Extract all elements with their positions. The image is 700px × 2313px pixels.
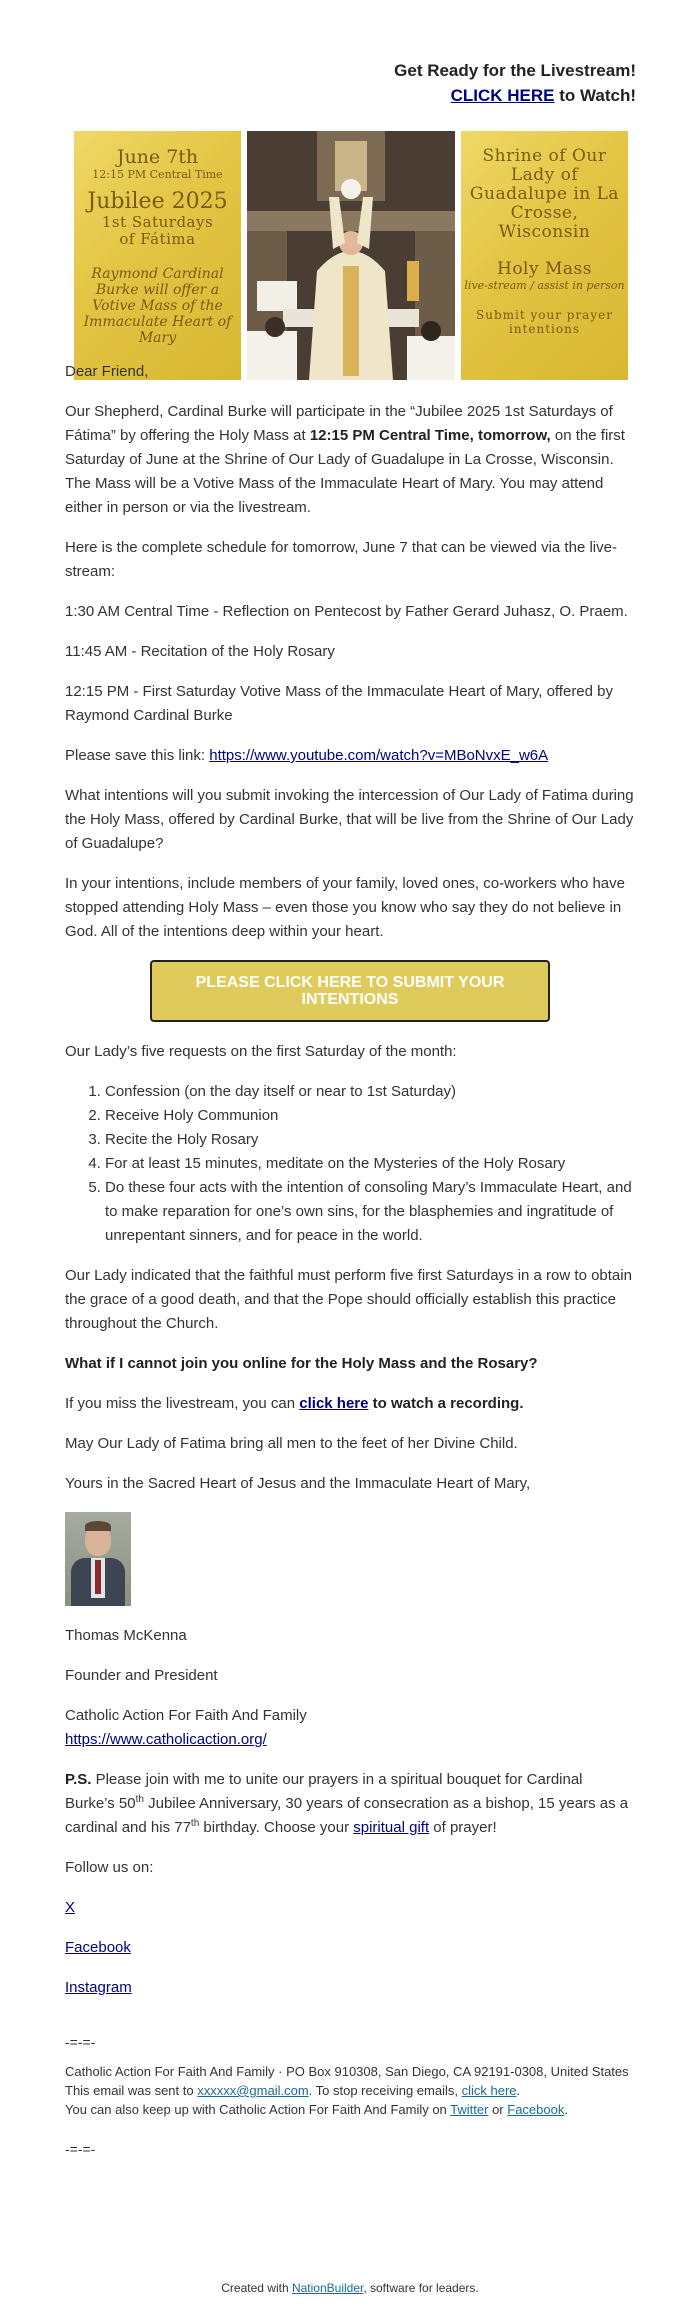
ps-text: birthday. Choose your — [199, 1819, 354, 1836]
intentions-question: What intentions will you submit invoking the intercession of Our Lady of Fatima during the Holy Mass, offered by Cardinal Burke, that will be live from the Shrine of Our Lady of Guadalupe? — [65, 787, 634, 852]
ps-paragraph — [65, 1768, 635, 1840]
save-link-paragraph — [65, 744, 635, 768]
banner-title: Jubilee 2025 — [87, 189, 228, 214]
banner-date: June 7th — [116, 146, 199, 168]
sent-text: . — [516, 2083, 521, 2098]
intro-time: 12:15 PM Central Time, tomorrow, — [309, 427, 551, 444]
ps-text: Jubilee Anniversary, 30 years of consecration as a bishop, 15 years as a cardinal and his 77 — [65, 1795, 629, 1836]
banner-sub2: of Fátima — [119, 230, 196, 248]
sent-text: . To stop receiving emails, — [308, 2083, 462, 2098]
footer-address: Catholic Action For Faith And Family · PO Box 910308, San Diego, CA 92191-0308, United States — [65, 2064, 629, 2079]
priest-elevation-illustration — [247, 131, 455, 380]
facebook-link[interactable]: Facebook — [65, 1939, 131, 1956]
credit-footer — [0, 2281, 700, 2295]
closing-line: Yours in the Sacred Heart of Jesus and the Immaculate Heart of Mary, — [65, 1475, 531, 1492]
request-item: 3. Recite the Holy Rosary — [105, 1128, 635, 1152]
ps-text: of prayer! — [429, 1819, 497, 1836]
footer-facebook-link[interactable]: Facebook — [507, 2102, 565, 2117]
request-item: 2. Receive Holy Communion — [105, 1104, 635, 1128]
separator: -=-=- — [65, 2034, 96, 2050]
schedule-item: 11:45 AM - Recitation of the Holy Rosary — [65, 643, 335, 660]
social-x — [65, 1896, 635, 1920]
banner-time: 12:15 PM Central Time — [92, 168, 223, 181]
recording-question — [65, 1352, 635, 1376]
banner-mass: Holy Mass — [497, 259, 592, 279]
recording-text-a: If you miss the livestream, you can — [65, 1395, 300, 1412]
livestream-header — [394, 58, 636, 108]
submit-intentions-button[interactable]: PLEASE CLICK HERE TO SUBMIT YOUR INTENTIONS — [150, 960, 550, 1022]
separator: -=-=- — [65, 2141, 96, 2157]
intro-text-a: Our Shepherd, Cardinal Burke will participate in the “Jubilee 2025 1st Saturdays of Fátima” by offering the Holy Mass at — [65, 403, 613, 444]
save-text: Please save this link: — [65, 747, 210, 764]
watch-link[interactable]: CLICK HERE — [450, 86, 555, 105]
social-facebook — [65, 1936, 635, 1960]
credit-text: , software for leaders. — [363, 2281, 479, 2295]
ps-label: P.S. — [65, 1771, 92, 1788]
banner-mass-sub: live-stream / assist in person — [464, 279, 625, 292]
first-saturdays-paragraph: Our Lady indicated that the faithful must perform five first Saturdays in a row to obtain the grace of a good death, and that the Pope should officially establish this practice throughout the Church. — [65, 1267, 632, 1332]
x-link[interactable]: X — [65, 1899, 76, 1916]
greeting: Dear Friend, — [65, 363, 149, 380]
keep-text: You can also keep up with Catholic Action For Faith And Family on — [65, 2102, 451, 2117]
spiritual-gift-link[interactable]: spiritual gift — [353, 1819, 430, 1836]
request-item: 4. For at least 15 minutes, meditate on the Mysteries of the Holy Rosary — [105, 1152, 635, 1176]
banner-image[interactable] — [74, 131, 628, 380]
schedule-intro: Here is the complete schedule for tomorrow, June 7 that can be viewed via the live-stream: — [65, 539, 617, 580]
banner-text: Raymond Cardinal Burke will offer a Votive Mass of the Immaculate Heart of Mary — [83, 266, 232, 346]
org-name: Catholic Action For Faith And Family — [65, 1707, 307, 1724]
recording-paragraph — [65, 1392, 635, 1416]
requests-list — [65, 1080, 635, 1248]
keep-text: . — [564, 2102, 568, 2117]
request-item: 5. Do these four acts with the intention of consoling Mary’s Immaculate Heart, and to make reparation for one’s own sins, for the blasphemies and ingratitude of unrepentant sinners, and for peace in the world. — [105, 1176, 635, 1248]
recording-text-b: to watch a recording. — [368, 1395, 524, 1412]
unsubscribe-link[interactable]: click here — [461, 2083, 517, 2098]
nationbuilder-link[interactable]: NationBuilder — [291, 2281, 364, 2295]
credit-text: Created with — [221, 2281, 292, 2295]
sent-text: This email was sent to — [65, 2083, 198, 2098]
footer-sent-to — [65, 2081, 635, 2100]
banner-right-panel — [461, 131, 628, 380]
intro-paragraph — [65, 400, 635, 520]
banner-sub1: 1st Saturdays — [101, 213, 214, 231]
follow-label: Follow us on: — [65, 1859, 154, 1876]
avatar — [65, 1512, 131, 1606]
signature-role: Founder and President — [65, 1667, 218, 1684]
banner-shrine: Shrine of Our Lady of Guadalupe in La Crosse, Wisconsin — [469, 146, 620, 242]
recording-question-text: What if I cannot join you online for the Holy Mass and the Rosary? — [65, 1355, 538, 1372]
header-line: Get Ready for the Livestream! — [394, 61, 636, 80]
header-cta — [394, 83, 636, 108]
intentions-guidance: In your intentions, include members of your family, loved ones, co-workers who have stopped attending Holy Mass – even those you know who say they do not believe in God. All of the intentions deep within your heart. — [65, 875, 625, 940]
ps-text: Please join with me to unite our prayers in a spiritual bouquet for Cardinal Burke’s 50 — [65, 1771, 583, 1812]
org-website-link[interactable]: https://www.catholicaction.org/ — [65, 1731, 267, 1748]
recipient-email-link[interactable]: xxxxxx@gmail.com — [197, 2083, 309, 2098]
request-item: 1. Confession (on the day itself or near to 1st Saturday) — [105, 1080, 635, 1104]
requests-intro: Our Lady’s five requests on the first Saturday of the month: — [65, 1043, 457, 1060]
mass-photo — [247, 131, 455, 380]
banner-left-panel — [74, 131, 241, 380]
blessing-paragraph: May Our Lady of Fatima bring all men to the feet of her Divine Child. — [65, 1435, 518, 1452]
keep-text: or — [488, 2102, 508, 2117]
email-body — [65, 360, 635, 2169]
twitter-link[interactable]: Twitter — [450, 2102, 489, 2117]
ps-sup: th — [135, 1794, 144, 1805]
intro-text-c: on the first Saturday of June at the Shrine of Our Lady of Guadalupe in La Crosse, Wisconsin. The Mass will be a Votive Mass of the Immaculate Heart of Mary. You may attend either in person or via the livestream. — [65, 427, 625, 516]
footer-keep-up — [65, 2100, 635, 2119]
schedule-item: 12:15 PM - First Saturday Votive Mass of the Immaculate Heart of Mary, offered by Raymond Cardinal Burke — [65, 683, 614, 724]
schedule-item: 1:30 AM Central Time - Reflection on Pentecost by Father Gerard Juhasz, O. Praem. — [65, 603, 628, 620]
instagram-link[interactable]: Instagram — [65, 1979, 132, 1996]
ps-sup: th — [190, 1818, 200, 1829]
signature-org — [65, 1704, 635, 1752]
header-cta-text: to Watch! — [554, 86, 636, 105]
youtube-link[interactable]: https://www.youtube.com/watch?v=MBoNvxE_w6A — [209, 747, 549, 764]
recording-link[interactable]: click here — [299, 1395, 369, 1412]
banner-submit: Submit your prayer intentions — [476, 308, 613, 336]
social-instagram — [65, 1976, 635, 2000]
signature-name: Thomas McKenna — [65, 1627, 187, 1644]
